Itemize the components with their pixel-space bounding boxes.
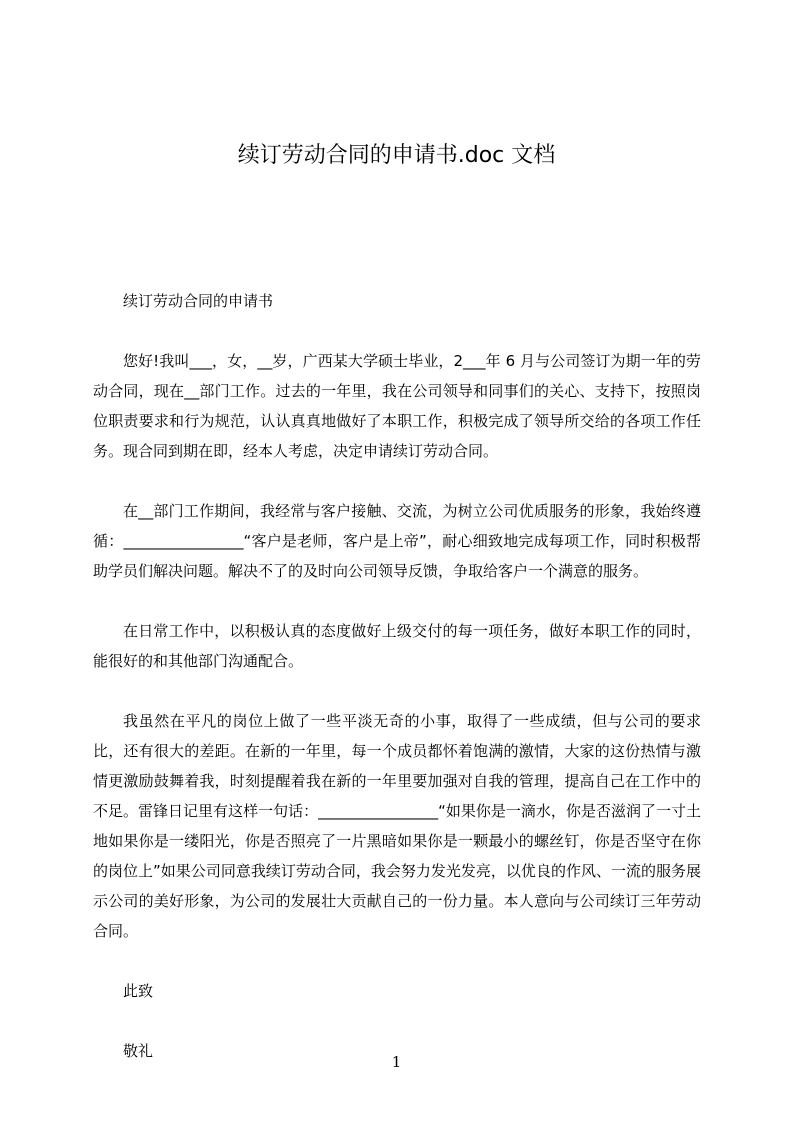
body-paragraph-intro: 您好!我叫___，女，__岁，广西某大学硕士毕业，2___年 6 月与公司签订为期一年的劳动合同，现在__部门工作。过去的一年里，我在公司领导和同事们的关心、支持下，按照岗位职责要求和行为规范，认认真真地做好了本职工作，积极完成了领导所交给的各项工作任务。现合同到期在即，经本人考虑，决定申请续订劳动合同。: [93, 352, 701, 460]
body-paragraph-service: 在__部门工作期间，我经常与客户接触、交流，为树立公司优质服务的形象，我始终遵循：________________“客户是老师，客户是上帝”，耐心细致地完成每项工作，同时积极帮助学员们解决问题。解决不了的及时向公司领导反馈，争取给客户一个满意的服务。: [93, 502, 701, 580]
body-paragraph-commitment: 我虽然在平凡的岗位上做了一些平淡无奇的小事，取得了一些成绩，但与公司的要求比，还有很大的差距。在新的一年里，每一个成员都怀着饱满的激情，大家的这份热情与激情更激励鼓舞着我，时刻提醒着我在新的一年里要加强对自我的管理，提高自己在工作中的不足。雷锋日记里有这样一句话：________________“如果你是一滴水，你是否滋润了一寸土地如果你是一缕阳光，你是否照亮了一片黑暗如果你是一颗最小的螺丝钉，你是否坚守在你的岗位上”如果公司同意我续订劳动合同，我会努力发光发亮，以优良的作风、一流的服务展示公司的美好形象，为公司的发展壮大贡献自己的一份力量。本人意向与公司续订三年劳动合同。: [93, 712, 701, 940]
body-paragraph-daily-work: 在日常工作中，以积极认真的态度做好上级交付的每一项任务，做好本职工作的同时，能很好的和其他部门沟通配合。: [93, 622, 701, 670]
document-body: [93, 286, 701, 1096]
heading-paragraph: 续订劳动合同的申请书: [123, 292, 274, 310]
closing-regards: 敬礼: [123, 1042, 154, 1060]
document-title: 续订劳动合同的申请书.doc 文档: [237, 143, 556, 168]
page-number: 1: [391, 1053, 402, 1071]
closing-salutation: 此致: [123, 982, 154, 1000]
